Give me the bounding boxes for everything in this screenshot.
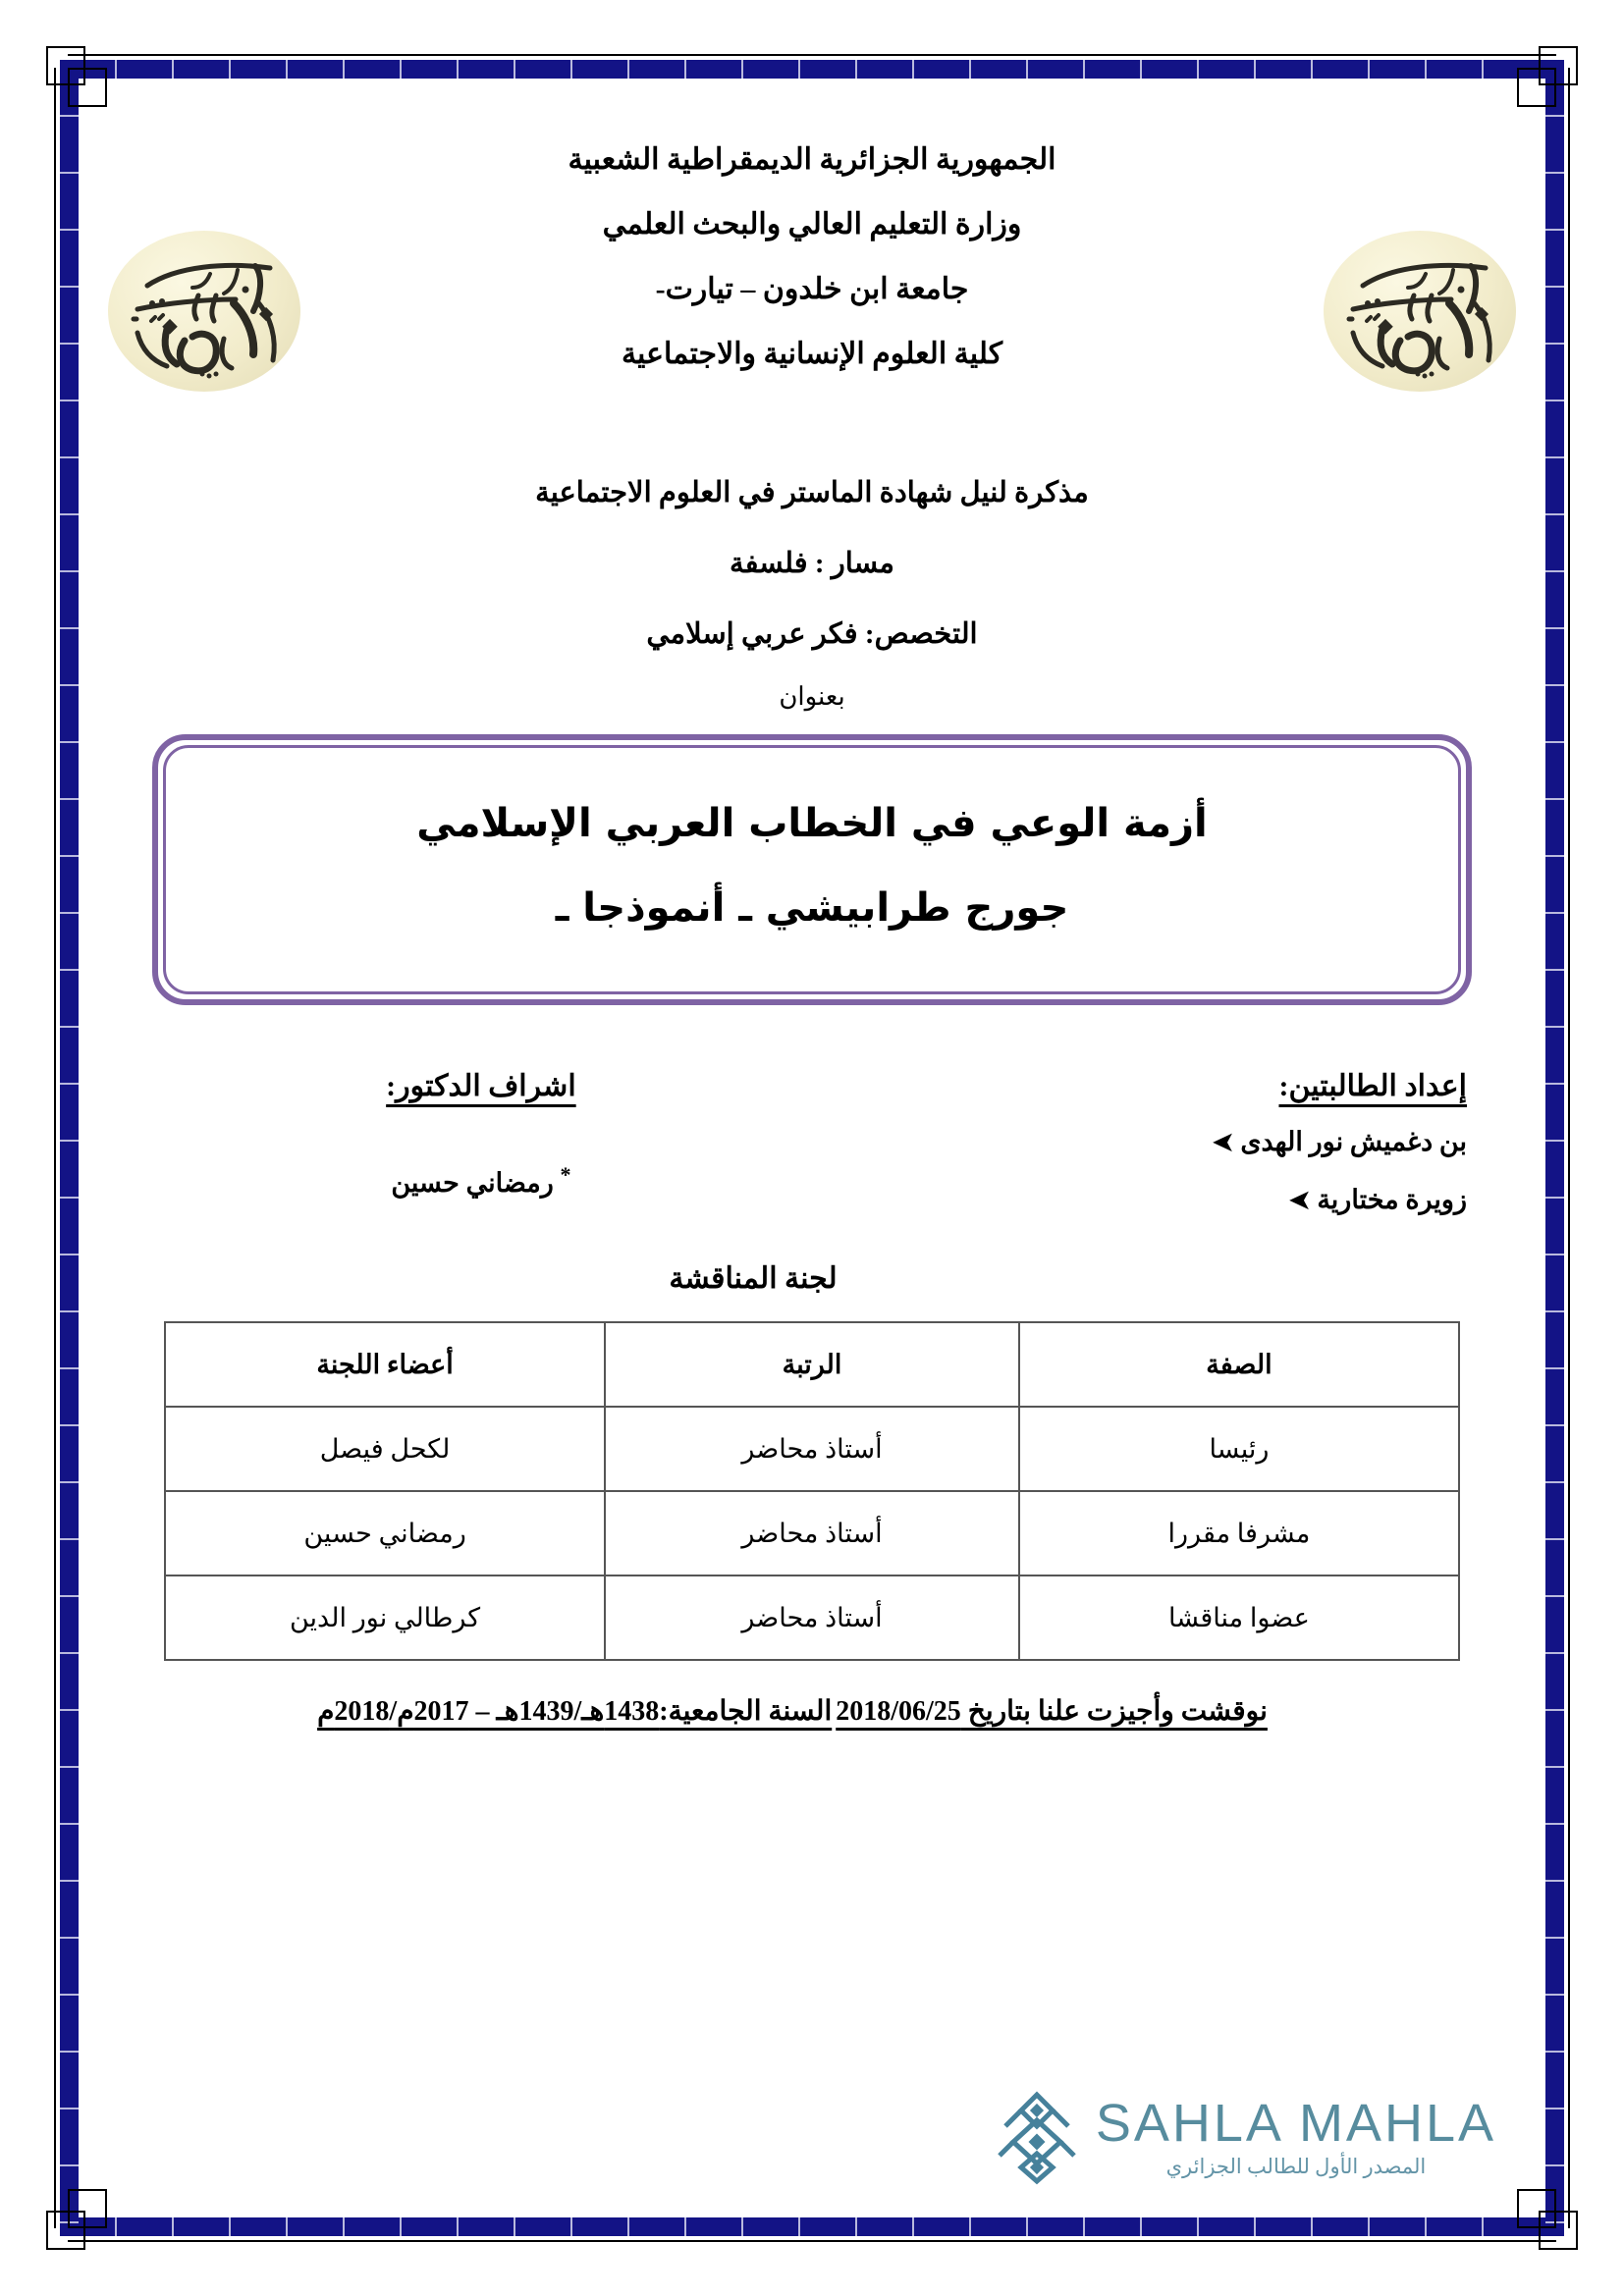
committee-table	[164, 1321, 1460, 1661]
column-header-role: الصفة	[1019, 1322, 1459, 1407]
author-name: بن دغميش نور الهدى	[1240, 1127, 1467, 1156]
thesis-title-box	[152, 734, 1472, 1005]
thesis-title-box-inner	[163, 745, 1461, 994]
cell-rank: أستاذ محاضر	[605, 1491, 1019, 1575]
specialty-line: التخصص: فكر عربي إسلامي	[646, 618, 978, 650]
supervisor-column	[187, 1060, 776, 1229]
thesis-title-line-2: جورج طرابيشي ـ أنموذجا ـ	[555, 885, 1069, 931]
supervisor-item	[187, 1147, 776, 1211]
degree-block	[98, 457, 1526, 669]
cell-role: مشرفا مقررا	[1019, 1491, 1459, 1575]
dates-block	[98, 1686, 1487, 1737]
arrow-bullet-icon: ➤	[1212, 1128, 1234, 1156]
country-line: الجمهورية الجزائرية الديمقراطية الشعبية	[568, 143, 1056, 176]
border-rule-bottom	[68, 2240, 1556, 2242]
watermark-text-block	[1096, 2095, 1496, 2181]
institution-header	[98, 128, 1526, 422]
faculty-line: كلية العلوم الإنسانية والاجتماعية	[621, 338, 1003, 370]
track-line: مسار : فلسفة	[730, 548, 894, 579]
authors-heading: إعداد الطالبتين:	[1278, 1070, 1467, 1102]
column-header-rank: الرتبة	[605, 1322, 1019, 1407]
ministry-line: وزارة التعليم العالي والبحث العلمي	[602, 208, 1022, 240]
cell-member: رمضاني حسين	[165, 1491, 605, 1575]
border-rule-top	[68, 54, 1556, 56]
arrow-bullet-icon: ➤	[1288, 1186, 1311, 1214]
cell-member: كرطالي نور الدين	[165, 1575, 605, 1660]
cell-role: عضوا مناقشا	[1019, 1575, 1459, 1660]
thesis-title-line-1: أزمة الوعي في الخطاب العربي الإسلامي	[416, 801, 1208, 846]
author-name: زويرة مختارية	[1317, 1185, 1467, 1214]
sahla-mahla-watermark	[992, 2091, 1496, 2185]
university-line: جامعة ابن خلدون – تيارت-	[655, 273, 969, 305]
titled-label: بعنوان	[779, 682, 845, 711]
column-header-member: أعضاء اللجنة	[165, 1322, 605, 1407]
border-band-left	[60, 60, 79, 2236]
corner-square-bottom-left-outer	[46, 2211, 85, 2250]
border-band-right	[1545, 60, 1564, 2236]
cell-rank: أستاذ محاضر	[605, 1407, 1019, 1491]
corner-square-top-left-outer	[46, 46, 85, 85]
supervisor-marker-icon: *	[560, 1162, 571, 1187]
cell-rank: أستاذ محاضر	[605, 1575, 1019, 1660]
cell-role: رئيسا	[1019, 1407, 1459, 1491]
authors-supervisor-row	[98, 1060, 1526, 1229]
authors-column	[878, 1060, 1467, 1229]
table-row	[165, 1491, 1459, 1575]
table-header-row	[165, 1322, 1459, 1407]
cell-member: لكحل فيصل	[165, 1407, 605, 1491]
author-item	[878, 1113, 1467, 1171]
table-row	[165, 1575, 1459, 1660]
academic-year-line: السنة الجامعية:1438هـ/1439هـ – 2017م/2018م	[317, 1696, 833, 1727]
border-rule-left	[54, 68, 56, 2228]
corner-square-top-right-outer	[1539, 46, 1578, 85]
thesis-cover-content	[98, 98, 1526, 2199]
table-row	[165, 1407, 1459, 1491]
border-band-top	[60, 60, 1564, 79]
supervisor-heading: اشراف الدكتور:	[386, 1070, 576, 1102]
degree-line: مذكرة لنيل شهادة الماستر في العلوم الاجتماعية	[535, 477, 1089, 508]
watermark-subtitle: المصدر الأول للطالب الجزائري	[1165, 2155, 1427, 2178]
ministry-heading-block	[98, 128, 1526, 387]
committee-heading: لجنة المناقشة	[669, 1262, 838, 1295]
watermark-title: SAHLA MAHLA	[1095, 2094, 1496, 2153]
author-item	[878, 1171, 1467, 1229]
sahla-mahla-diamond-logo-icon	[992, 2091, 1082, 2185]
border-rule-right	[1568, 68, 1570, 2228]
border-band-bottom	[60, 2217, 1564, 2236]
supervisor-name: رمضاني حسين	[391, 1168, 554, 1198]
corner-square-bottom-right-outer	[1539, 2211, 1578, 2250]
defense-date-line: نوقشت وأجيزت علنا بتاريخ 2018/06/25	[836, 1696, 1268, 1727]
